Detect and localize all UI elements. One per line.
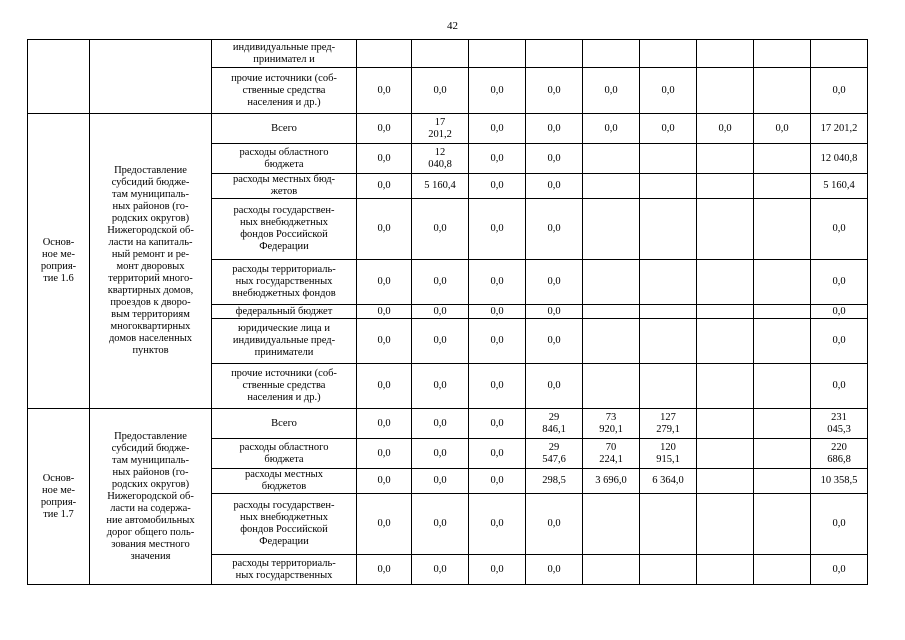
value-cell: 0,0 bbox=[526, 114, 583, 144]
value-cell: 0,0 bbox=[357, 469, 412, 494]
text-line: Всего bbox=[271, 417, 297, 429]
value-cell: 0,0 bbox=[357, 305, 412, 319]
text-line: вым территориям bbox=[111, 309, 190, 320]
text-line: юридические лица и bbox=[238, 323, 330, 334]
value-cell bbox=[754, 555, 811, 585]
value-cell bbox=[583, 319, 640, 364]
value-cell bbox=[583, 40, 640, 68]
funding-source bbox=[212, 144, 357, 174]
value-cell: 0,0 bbox=[526, 260, 583, 305]
value-cell: 6 364,0 bbox=[640, 469, 697, 494]
value-cell: 0,0 bbox=[811, 305, 868, 319]
value-cell bbox=[583, 494, 640, 555]
value-cell: 0,0 bbox=[526, 319, 583, 364]
text-line: 915,1 bbox=[656, 453, 680, 465]
text-line: населения и др.) bbox=[247, 96, 321, 108]
value-cell: 0,0 bbox=[469, 494, 526, 555]
text-line: ние автомобильных bbox=[106, 514, 195, 526]
event-cell bbox=[28, 409, 90, 585]
value-cell bbox=[697, 40, 754, 68]
text-line: Предоставление bbox=[114, 165, 187, 176]
value-cell: 0,0 bbox=[526, 555, 583, 585]
value-cell: 0,0 bbox=[412, 494, 469, 555]
page-number: 42 bbox=[447, 20, 458, 32]
value-cell bbox=[640, 40, 697, 68]
value-cell bbox=[697, 439, 754, 469]
value-cell bbox=[640, 174, 697, 199]
value-cell: 0,0 bbox=[357, 364, 412, 409]
text-line: роприя- bbox=[40, 496, 77, 508]
text-line: субсидий бюдже- bbox=[111, 442, 190, 454]
text-line: родских округов) bbox=[111, 213, 190, 224]
value-cell: 0,0 bbox=[412, 68, 469, 114]
text-line: дорог общего поль- bbox=[106, 526, 195, 538]
value-cell bbox=[811, 439, 868, 469]
text-line: индивидуальные пред- bbox=[232, 335, 336, 346]
text-line: бюджета bbox=[264, 453, 304, 465]
value-cell bbox=[697, 494, 754, 555]
text-line: значения bbox=[130, 550, 171, 562]
value-cell: 17 201,2 bbox=[811, 114, 868, 144]
description-cell bbox=[90, 114, 212, 409]
value-cell: 0,0 bbox=[412, 319, 469, 364]
value-cell: 5 160,4 bbox=[811, 174, 868, 199]
value-cell: 0,0 bbox=[412, 199, 469, 260]
text-line: принимател и bbox=[253, 53, 315, 65]
value-cell: 0,0 bbox=[412, 409, 469, 439]
text-line: расходы областного bbox=[239, 146, 329, 158]
text-line: многоквартирных bbox=[110, 321, 191, 332]
text-line: внебюджетных фондов bbox=[232, 288, 336, 299]
text-line: ных внебюджетных bbox=[239, 217, 329, 228]
value-cell: 0,0 bbox=[469, 305, 526, 319]
value-cell: 0,0 bbox=[697, 114, 754, 144]
value-cell bbox=[526, 409, 583, 439]
text-line: ных государственных bbox=[235, 569, 333, 581]
funding-source bbox=[212, 494, 357, 555]
value-cell: 0,0 bbox=[469, 469, 526, 494]
value-cell bbox=[697, 469, 754, 494]
funding-source bbox=[212, 68, 357, 114]
value-cell bbox=[640, 439, 697, 469]
value-cell: 0,0 bbox=[412, 364, 469, 409]
value-cell: 0,0 bbox=[811, 494, 868, 555]
value-cell: 0,0 bbox=[811, 555, 868, 585]
value-cell: 0,0 bbox=[357, 319, 412, 364]
funding-source bbox=[212, 305, 357, 319]
text-line: там муниципаль- bbox=[112, 454, 189, 466]
table-row bbox=[28, 114, 868, 144]
value-cell: 0,0 bbox=[811, 68, 868, 114]
value-cell: 298,5 bbox=[526, 469, 583, 494]
value-cell bbox=[754, 439, 811, 469]
text-line: зования местного bbox=[111, 538, 190, 550]
value-cell bbox=[754, 40, 811, 68]
value-cell: 0,0 bbox=[469, 144, 526, 174]
text-line: тие 1.7 bbox=[43, 508, 74, 520]
value-cell bbox=[583, 199, 640, 260]
event-cell bbox=[28, 40, 90, 114]
value-cell: 0,0 bbox=[357, 114, 412, 144]
text-line: фондов Российской bbox=[240, 524, 328, 535]
text-line: расходы территориаль- bbox=[232, 264, 336, 275]
value-cell bbox=[412, 144, 469, 174]
value-cell: 0,0 bbox=[412, 469, 469, 494]
value-cell bbox=[526, 439, 583, 469]
text-line: тие 1.6 bbox=[43, 273, 74, 284]
text-line: 686,8 bbox=[827, 453, 851, 465]
text-line: индивидуальные пред- bbox=[232, 41, 336, 53]
value-cell bbox=[754, 260, 811, 305]
text-line: 547,6 bbox=[542, 453, 566, 465]
value-cell bbox=[583, 364, 640, 409]
value-cell bbox=[697, 199, 754, 260]
value-cell bbox=[697, 305, 754, 319]
text-line: приниматели bbox=[254, 347, 314, 358]
text-line: там муниципаль- bbox=[112, 189, 189, 200]
value-cell: 5 160,4 bbox=[412, 174, 469, 199]
budget-table bbox=[27, 39, 868, 585]
value-cell bbox=[640, 199, 697, 260]
text-line: домов населенных bbox=[108, 333, 193, 344]
value-cell bbox=[640, 319, 697, 364]
value-cell bbox=[754, 199, 811, 260]
value-cell bbox=[697, 260, 754, 305]
event-cell bbox=[28, 114, 90, 409]
text-line: ных государственных bbox=[235, 276, 333, 287]
value-cell: 0,0 bbox=[640, 114, 697, 144]
text-line: Нижегородской об- bbox=[107, 490, 194, 502]
text-line: 220 bbox=[831, 441, 847, 453]
value-cell: 0,0 bbox=[469, 174, 526, 199]
value-cell bbox=[469, 40, 526, 68]
value-cell bbox=[583, 305, 640, 319]
text-line: ных районов (го- bbox=[112, 466, 189, 478]
value-cell: 0,0 bbox=[469, 555, 526, 585]
description-cell bbox=[90, 409, 212, 585]
value-cell bbox=[754, 174, 811, 199]
value-cell bbox=[583, 144, 640, 174]
text-line: расходы областного bbox=[239, 441, 329, 453]
text-line: ственные средства bbox=[242, 380, 326, 391]
text-line: ласти на содержа- bbox=[110, 502, 191, 514]
text-line: пунктов bbox=[132, 345, 169, 356]
value-cell bbox=[583, 409, 640, 439]
value-cell: 0,0 bbox=[357, 494, 412, 555]
value-cell: 0,0 bbox=[526, 174, 583, 199]
text-line: 279,1 bbox=[656, 423, 680, 435]
funding-source bbox=[212, 469, 357, 494]
table-row bbox=[28, 409, 868, 439]
text-line: ное ме- bbox=[41, 249, 76, 260]
value-cell: 10 358,5 bbox=[811, 469, 868, 494]
text-line: 201,2 bbox=[428, 128, 452, 140]
value-cell bbox=[754, 409, 811, 439]
value-cell bbox=[697, 364, 754, 409]
value-cell bbox=[811, 409, 868, 439]
value-cell bbox=[357, 40, 412, 68]
text-line: 920,1 bbox=[599, 423, 623, 435]
value-cell bbox=[754, 305, 811, 319]
value-cell bbox=[697, 144, 754, 174]
text-line: расходы местных бюд- bbox=[232, 174, 336, 185]
value-cell bbox=[754, 319, 811, 364]
value-cell: 0,0 bbox=[526, 364, 583, 409]
text-line: ное ме- bbox=[41, 484, 76, 496]
value-cell: 0,0 bbox=[583, 114, 640, 144]
value-cell bbox=[754, 68, 811, 114]
value-cell bbox=[697, 174, 754, 199]
value-cell: 0,0 bbox=[754, 114, 811, 144]
value-cell bbox=[697, 319, 754, 364]
value-cell bbox=[754, 494, 811, 555]
value-cell bbox=[640, 555, 697, 585]
text-line: расходы государствен- bbox=[233, 500, 335, 511]
value-cell: 0,0 bbox=[640, 68, 697, 114]
value-cell bbox=[583, 555, 640, 585]
text-line: роприя- bbox=[40, 261, 77, 272]
text-line: субсидий бюдже- bbox=[111, 177, 190, 188]
text-line: Всего bbox=[271, 122, 297, 134]
funding-source bbox=[212, 40, 357, 68]
value-cell: 0,0 bbox=[469, 319, 526, 364]
text-line: 231 bbox=[831, 411, 847, 423]
value-cell bbox=[583, 439, 640, 469]
value-cell: 0,0 bbox=[357, 199, 412, 260]
value-cell bbox=[412, 114, 469, 144]
value-cell bbox=[583, 174, 640, 199]
text-line: Федерации bbox=[259, 241, 309, 252]
value-cell: 12 040,8 bbox=[811, 144, 868, 174]
value-cell: 0,0 bbox=[469, 199, 526, 260]
text-line: прочие источники (соб- bbox=[231, 72, 337, 84]
text-line: федеральный бюджет bbox=[235, 305, 333, 317]
text-line: ных внебюджетных bbox=[239, 512, 329, 523]
value-cell: 0,0 bbox=[811, 364, 868, 409]
value-cell: 0,0 bbox=[357, 409, 412, 439]
value-cell: 0,0 bbox=[469, 364, 526, 409]
funding-source bbox=[212, 555, 357, 585]
text-line: 040,8 bbox=[428, 158, 452, 170]
value-cell bbox=[640, 409, 697, 439]
text-line: расходы территориаль- bbox=[232, 557, 336, 569]
value-cell: 3 696,0 bbox=[583, 469, 640, 494]
text-line: 29 bbox=[548, 411, 560, 423]
value-cell: 0,0 bbox=[412, 260, 469, 305]
text-line: 120 bbox=[660, 441, 676, 453]
funding-source bbox=[212, 174, 357, 199]
value-cell: 0,0 bbox=[357, 174, 412, 199]
text-line: проездов к дворо- bbox=[110, 297, 191, 308]
text-line: квартирных домов, bbox=[107, 285, 194, 296]
text-line: 17 bbox=[434, 116, 446, 128]
funding-source bbox=[212, 260, 357, 305]
text-line: 70 bbox=[605, 441, 617, 453]
value-cell bbox=[640, 494, 697, 555]
value-cell bbox=[697, 68, 754, 114]
text-line: жетов bbox=[270, 186, 298, 197]
value-cell: 0,0 bbox=[526, 494, 583, 555]
text-line: 73 bbox=[605, 411, 617, 423]
value-cell: 0,0 bbox=[412, 555, 469, 585]
text-line: населения и др.) bbox=[247, 392, 321, 403]
value-cell bbox=[754, 144, 811, 174]
value-cell bbox=[640, 364, 697, 409]
value-cell: 0,0 bbox=[811, 260, 868, 305]
text-line: ственные средства bbox=[242, 84, 326, 96]
value-cell: 0,0 bbox=[357, 260, 412, 305]
value-cell bbox=[526, 40, 583, 68]
value-cell bbox=[640, 260, 697, 305]
value-cell bbox=[697, 555, 754, 585]
text-line: ных районов (го- bbox=[112, 201, 189, 212]
text-line: Основ- bbox=[42, 237, 75, 248]
text-line: Основ- bbox=[42, 472, 75, 484]
value-cell: 0,0 bbox=[357, 555, 412, 585]
value-cell: 0,0 bbox=[357, 68, 412, 114]
value-cell: 0,0 bbox=[357, 144, 412, 174]
text-line: Предоставление bbox=[114, 430, 187, 442]
value-cell: 0,0 bbox=[526, 199, 583, 260]
funding-source bbox=[212, 409, 357, 439]
value-cell bbox=[754, 469, 811, 494]
value-cell bbox=[811, 40, 868, 68]
value-cell: 0,0 bbox=[357, 439, 412, 469]
text-line: бюджета bbox=[264, 158, 304, 170]
text-line: прочие источники (соб- bbox=[231, 368, 337, 379]
value-cell: 0,0 bbox=[469, 68, 526, 114]
value-cell: 0,0 bbox=[811, 319, 868, 364]
value-cell: 0,0 bbox=[526, 305, 583, 319]
value-cell: 0,0 bbox=[469, 409, 526, 439]
funding-source bbox=[212, 114, 357, 144]
value-cell bbox=[640, 305, 697, 319]
table-row bbox=[28, 40, 868, 68]
text-line: фондов Российской bbox=[240, 229, 328, 240]
value-cell: 0,0 bbox=[469, 260, 526, 305]
text-line: бюджетов bbox=[261, 481, 307, 492]
text-line: территорий много- bbox=[108, 273, 193, 284]
text-line: ласти на капиталь- bbox=[108, 237, 193, 248]
value-cell bbox=[640, 144, 697, 174]
text-line: Федерации bbox=[259, 536, 309, 547]
value-cell bbox=[754, 364, 811, 409]
text-line: Нижегородской об- bbox=[107, 225, 194, 236]
value-cell: 0,0 bbox=[412, 305, 469, 319]
text-line: 29 bbox=[548, 441, 560, 453]
value-cell: 0,0 bbox=[469, 114, 526, 144]
text-line: расходы государствен- bbox=[233, 205, 335, 216]
text-line: 846,1 bbox=[542, 423, 566, 435]
value-cell bbox=[583, 260, 640, 305]
value-cell bbox=[697, 409, 754, 439]
text-line: 12 bbox=[434, 146, 446, 158]
text-line: 127 bbox=[660, 411, 676, 423]
text-line: ный ремонт и ре- bbox=[111, 249, 190, 260]
value-cell: 0,0 bbox=[811, 199, 868, 260]
value-cell: 0,0 bbox=[412, 439, 469, 469]
funding-source bbox=[212, 319, 357, 364]
text-line: родских округов) bbox=[111, 478, 190, 490]
text-line: расходы местных bbox=[245, 469, 323, 480]
value-cell: 0,0 bbox=[469, 439, 526, 469]
value-cell: 0,0 bbox=[583, 68, 640, 114]
description-cell bbox=[90, 40, 212, 114]
funding-source bbox=[212, 199, 357, 260]
value-cell bbox=[412, 40, 469, 68]
text-line: монт дворовых bbox=[116, 261, 185, 272]
value-cell: 0,0 bbox=[526, 68, 583, 114]
text-line: 224,1 bbox=[599, 453, 623, 465]
text-line: 045,3 bbox=[827, 423, 851, 435]
value-cell: 0,0 bbox=[526, 144, 583, 174]
funding-source bbox=[212, 439, 357, 469]
funding-source bbox=[212, 364, 357, 409]
